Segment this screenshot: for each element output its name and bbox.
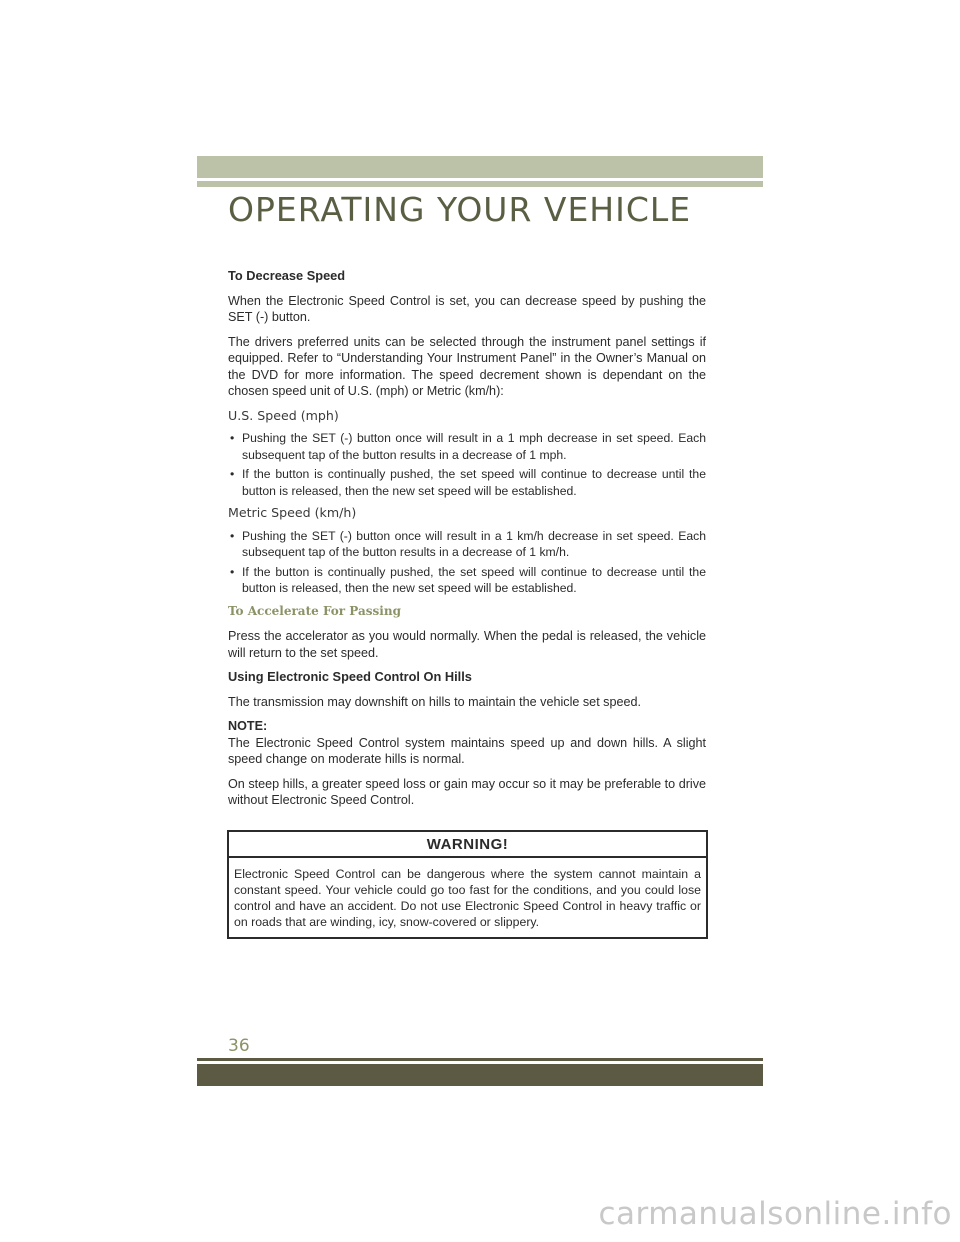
paragraph-hills: The transmission may downshift on hills to maintain the vehicle set speed. (228, 694, 641, 709)
list-item-text: If the button is continually pushed, the set speed will continue to decrease until the button is released, then the new set speed will be established. (242, 564, 706, 595)
bottom-footer-rule (197, 1058, 763, 1061)
metric-speed-list (228, 528, 706, 597)
bullet-icon: • (230, 528, 235, 543)
bullet-icon: • (230, 564, 235, 579)
top-header-band (197, 156, 763, 178)
list-item (228, 430, 706, 463)
list-item (228, 528, 706, 561)
paragraph-accelerate: Press the accelerator as you would normally. When the pedal is released, the vehicle will return to the set speed. (228, 629, 706, 660)
heading-hills: Using Electronic Speed Control On Hills (228, 669, 472, 684)
page-number: 36 (228, 1036, 250, 1056)
paragraph-note: The Electronic Speed Control system maintains speed up and down hills. A slight speed change on moderate hills is normal. (228, 735, 706, 766)
heading-decrease-speed: To Decrease Speed (228, 268, 346, 283)
warning-box (227, 830, 708, 939)
list-item-text: Pushing the SET (-) button once will result in a 1 mph decrease in set speed. Each subsequent tap of the button results in a decrease of 1 mph. (242, 431, 706, 462)
heading-us-speed: U.S. Speed (mph) (228, 407, 339, 423)
note-label: NOTE: (228, 719, 268, 733)
bullet-icon: • (230, 431, 235, 445)
bullet-icon: • (230, 467, 235, 481)
bottom-footer-band (197, 1064, 763, 1086)
page-content (228, 268, 706, 817)
watermark: carmanualsonline.info (598, 1196, 952, 1232)
list-item (228, 466, 706, 499)
paragraph-decrease-2: The drivers preferred units can be selected through the instrument panel settings if equipped. Refer to “Understanding Your Instrument Panel” in the Owner’s Manual on the DVD for more information. The speed decrement shown is dependant on the chosen speed unit of U.S. (mph) or Metric (km/h): (228, 334, 706, 398)
list-item-text: Pushing the SET (-) button once will result in a 1 km/h decrease in set speed. Each subsequent tap of the button results in a decrease of 1 km/h. (242, 528, 706, 559)
paragraph-decrease-1: When the Electronic Speed Control is set, you can decrease speed by pushing the SET (-) button. (228, 293, 706, 324)
heading-accelerate-passing: To Accelerate For Passing (228, 603, 401, 618)
warning-text: Electronic Speed Control can be dangerous where the system cannot maintain a constant speed. Your vehicle could go too fast for the conditions, and you could lose control and have an accident. Do not use Electronic Speed Control in heavy traffic or on roads that are winding, icy, snow-covered or slippery. (234, 867, 701, 929)
warning-title: WARNING! (229, 832, 706, 858)
us-speed-list (228, 430, 706, 499)
section-title: OPERATING YOUR VEHICLE (228, 190, 692, 229)
list-item (228, 564, 706, 597)
heading-metric-speed: Metric Speed (km/h) (228, 505, 357, 520)
top-header-rule (197, 181, 763, 187)
paragraph-steep-hills: On steep hills, a greater speed loss or gain may occur so it may be preferable to drive without Electronic Speed Control. (228, 776, 706, 807)
list-item-text: If the button is continually pushed, the set speed will continue to decrease until the button is released, then the new set speed will be established. (242, 467, 706, 498)
